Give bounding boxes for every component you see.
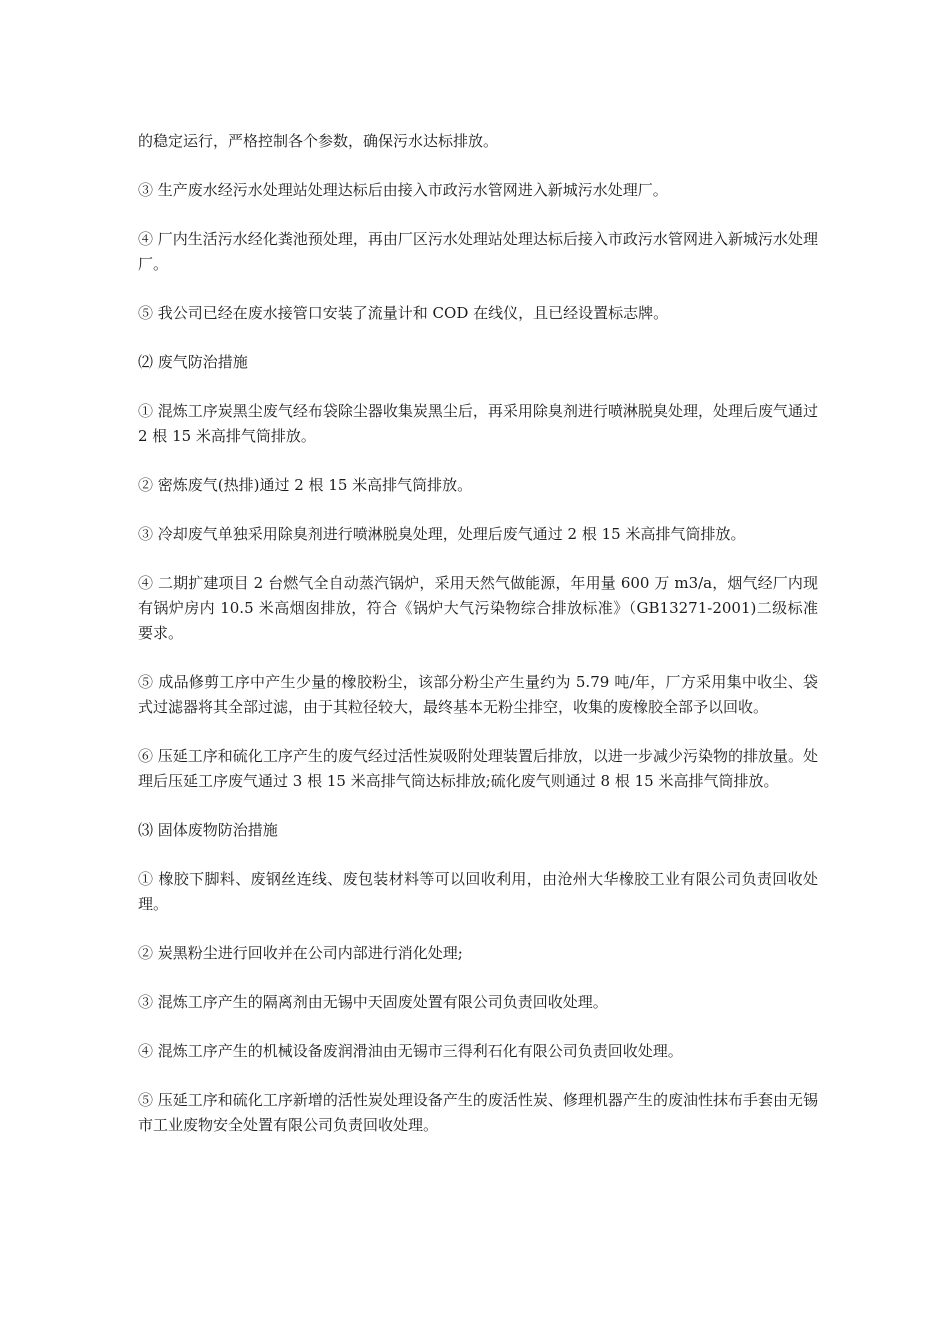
waste-gas-item-2: ② 密炼废气(热排)通过 2 根 15 米高排气筒排放。 [138, 476, 473, 494]
solid-waste-item-3: ③ 混炼工序产生的隔离剂由无锡中天固废处置有限公司负责回收处理。 [138, 993, 608, 1011]
solid-waste-item-5: ⑤ 压延工序和硫化工序新增的活性炭处理设备产生的废活性炭、修理机器产生的废油性抹布手套由无锡市工业废物安全处置有限公司负责回收处理。 [138, 1091, 818, 1134]
solid-waste-item-2: ② 炭黑粉尘进行回收并在公司内部进行消化处理; [138, 944, 463, 962]
solid-waste-item-4: ④ 混炼工序产生的机械设备废润滑油由无锡市三得利石化有限公司负责回收处理。 [138, 1042, 683, 1060]
waste-gas-item-5: ⑤ 成品修剪工序中产生少量的橡胶粉尘，该部分粉尘产生量约为 5.79 吨/年，厂方采用集中收尘、袋式过滤器将其全部过滤，由于其粒径较大，最终基本无粉尘排空，收集的废橡胶全部予以回收。 [138, 673, 818, 716]
section-heading-solid-waste: ⑶ 固体废物防治措施 [138, 821, 278, 839]
paragraph-continuation: 的稳定运行，严格控制各个参数，确保污水达标排放。 [138, 132, 499, 150]
waste-gas-item-3: ③ 冷却废气单独采用除臭剂进行喷淋脱臭处理，处理后废气通过 2 根 15 米高排气筒排放。 [138, 525, 746, 543]
waste-gas-item-4: ④ 二期扩建项目 2 台燃气全自动蒸汽锅炉，采用天然气做能源，年用量 600 万 m3/a，烟气经厂内现有锅炉房内 10.5 米高烟囱排放，符合《锅炉大气污染物综合排放标准》（GB13271-2001)二级标准要求。 [138, 574, 818, 642]
solid-waste-item-1: ① 橡胶下脚料、废钢丝连线、废包装材料等可以回收利用，由沧州大华橡胶工业有限公司负责回收处理。 [138, 870, 818, 913]
wastewater-item-3: ③ 生产废水经污水处理站处理达标后由接入市政污水管网进入新城污水处理厂。 [138, 181, 668, 199]
wastewater-item-4: ④ 厂内生活污水经化粪池预处理，再由厂区污水处理站处理达标后接入市政污水管网进入新城污水处理厂。 [138, 230, 818, 273]
document-page [138, 129, 818, 1162]
waste-gas-item-6: ⑥ 压延工序和硫化工序产生的废气经过活性炭吸附处理装置后排放，以进一步减少污染物的排放量。处理后压延工序废气通过 3 根 15 米高排气筒达标排放;硫化废气则通过 8 根 15 米高排气筒排放。 [138, 747, 818, 790]
waste-gas-item-1: ① 混炼工序炭黑尘废气经布袋除尘器收集炭黑尘后，再采用除臭剂进行喷淋脱臭处理，处理后废气通过 2 根 15 米高排气筒排放。 [138, 402, 818, 445]
wastewater-item-5: ⑤ 我公司已经在废水接管口安装了流量计和 COD 在线仪，且已经设置标志牌。 [138, 304, 669, 322]
section-heading-waste-gas: ⑵ 废气防治措施 [138, 353, 248, 371]
